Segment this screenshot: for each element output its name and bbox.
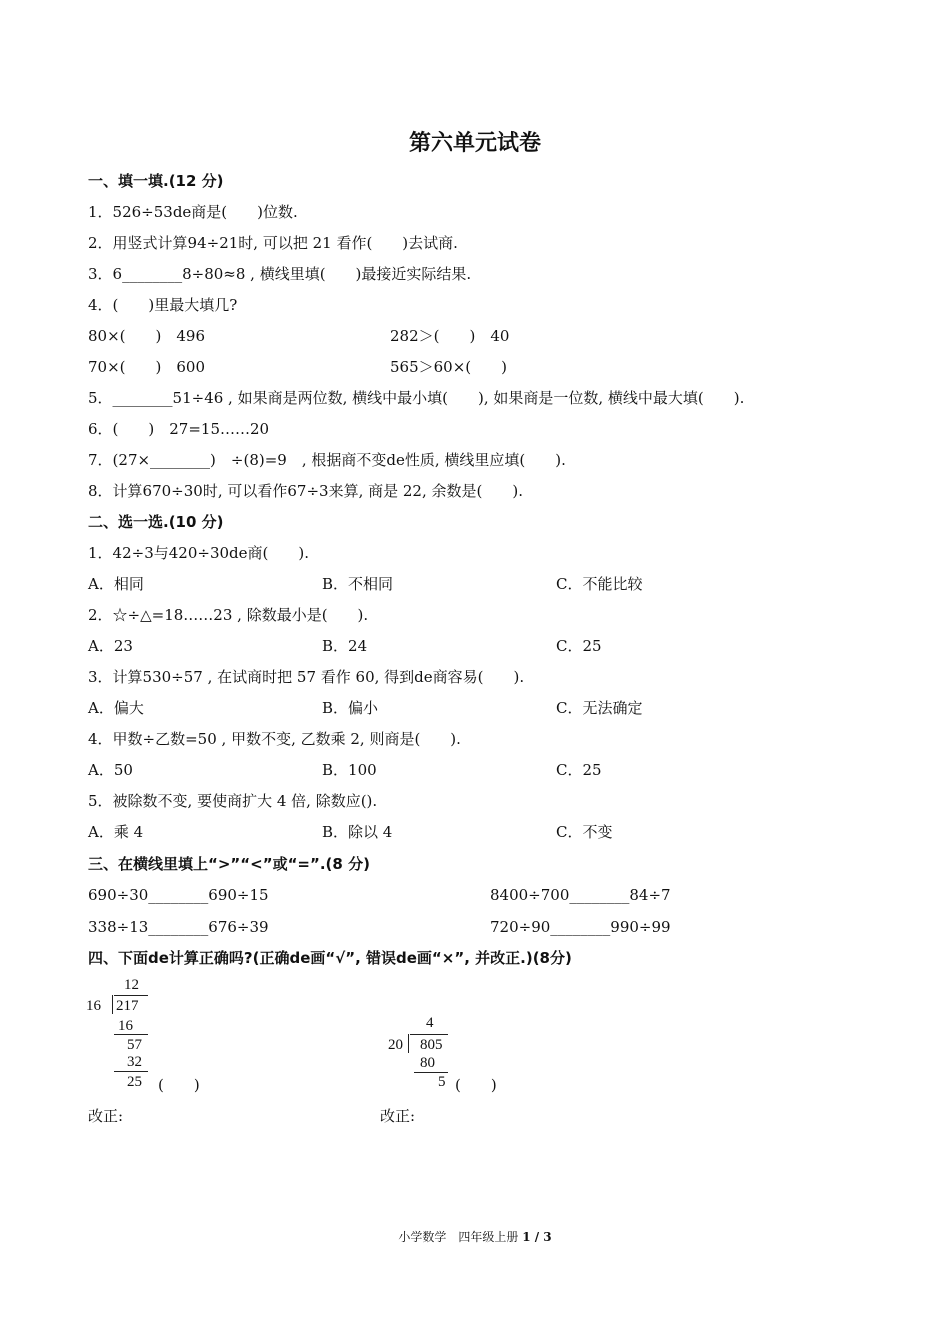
- question-1-4: 4．( )里最大填几?: [88, 296, 238, 314]
- option-2-2-b: B．24: [322, 637, 368, 655]
- question-1-2: 2．用竖式计算94÷21时, 可以把 21 看作( )去试商.: [88, 234, 458, 252]
- question-1-8: 8．计算670÷30时, 可以看作67÷3来算, 商是 22, 余数是( ).: [88, 482, 523, 500]
- question-2-5: 5．被除数不变, 要使商扩大 4 倍, 除数应().: [88, 792, 378, 810]
- dividend: 805: [420, 1037, 443, 1053]
- compare-2b: 720÷90________990÷99: [490, 918, 671, 936]
- option-2-2-a: A．23: [88, 637, 133, 655]
- option-2-4-c: C．25: [556, 761, 602, 779]
- question-2-2: 2．☆÷△=18……23 , 除数最小是( ).: [88, 606, 369, 624]
- section-heading-compare: 三、在横线里填上“>”“<”或“=”.(8 分): [88, 855, 370, 873]
- partial-product: 80: [420, 1055, 435, 1071]
- division-bracket: [408, 1034, 409, 1053]
- compare-1a: 690÷30________690÷15: [88, 886, 269, 904]
- question-1-4d: 565＞60×( ): [390, 358, 507, 376]
- option-2-5-a: A．乘 4: [88, 823, 144, 841]
- answer-paren: ( ): [158, 1076, 200, 1094]
- subtract-line: [114, 1034, 148, 1035]
- compare-2a: 338÷13________676÷39: [88, 918, 269, 936]
- section-heading-check: 四、下面de计算正确吗?(正确de画“√”, 错误de画“×”, 并改正.)(8分): [88, 949, 572, 967]
- question-1-4a: 80×( ) 496: [88, 327, 205, 345]
- section-heading-fill: 一、填一填.(12 分): [88, 172, 224, 190]
- remainder: 5: [438, 1074, 446, 1090]
- answer-paren: ( ): [455, 1076, 497, 1094]
- page-number: 1 / 3: [522, 1230, 552, 1244]
- question-1-7: 7．(27×________) ÷(8)=9 , 根据商不变de性质, 横线里应填( ).: [88, 451, 566, 469]
- question-2-3: 3．计算530÷57 , 在试商时把 57 看作 60, 得到de商容易( ).: [88, 668, 525, 686]
- division-bar: [114, 995, 148, 996]
- divisor: 20: [388, 1037, 403, 1053]
- section-heading-choice: 二、选一选.(10 分): [88, 513, 224, 531]
- remainder: 25: [127, 1074, 142, 1090]
- option-2-3-b: B．偏小: [322, 699, 379, 717]
- question-2-1: 1．42÷3与420÷30de商( ).: [88, 544, 309, 562]
- division-bracket: [112, 995, 113, 1014]
- compare-1b: 8400÷700________84÷7: [490, 886, 671, 904]
- option-2-1-b: B．不相同: [322, 575, 394, 593]
- option-2-4-b: B．100: [322, 761, 377, 779]
- page-title: 第六单元试卷: [408, 131, 541, 156]
- question-2-4: 4．甲数÷乙数=50 , 甲数不变, 乙数乘 2, 则商是( ).: [88, 730, 461, 748]
- option-2-3-a: A．偏大: [88, 699, 144, 717]
- question-1-4b: 282＞( ) 40: [390, 327, 510, 345]
- dividend: 217: [116, 998, 139, 1014]
- correction-label-2: 改正:: [380, 1107, 416, 1125]
- option-2-1-a: A．相同: [88, 575, 144, 593]
- option-2-1-c: C．不能比较: [556, 575, 643, 593]
- option-2-5-c: C．不变: [556, 823, 613, 841]
- question-1-6: 6．( ) 27=15……20: [88, 420, 270, 438]
- quotient: 12: [124, 977, 139, 993]
- partial-product: 32: [127, 1054, 142, 1070]
- partial-remainder: 57: [127, 1037, 142, 1053]
- question-1-4c: 70×( ) 600: [88, 358, 205, 376]
- footer-text: 小学数学 四年级上册: [398, 1230, 519, 1244]
- page-footer: [0, 1228, 950, 1245]
- subtract-line: [114, 1071, 148, 1072]
- question-1-1: 1．526÷53de商是( )位数.: [88, 203, 298, 221]
- correction-label-1: 改正:: [88, 1107, 124, 1125]
- option-2-2-c: C．25: [556, 637, 602, 655]
- option-2-3-c: C．无法确定: [556, 699, 643, 717]
- question-1-5: 5．________51÷46 , 如果商是两位数, 横线中最小填( ), 如果商是一位数, 横线中最大填( ).: [88, 389, 745, 407]
- option-2-5-b: B．除以 4: [322, 823, 393, 841]
- quotient: 4: [426, 1015, 434, 1031]
- division-bar: [410, 1034, 448, 1035]
- divisor: 16: [86, 998, 101, 1014]
- option-2-4-a: A．50: [88, 761, 133, 779]
- partial-product: 16: [118, 1018, 133, 1034]
- question-1-3: 3．6________8÷80≈8 , 横线里填( )最接近实际结果.: [88, 265, 472, 283]
